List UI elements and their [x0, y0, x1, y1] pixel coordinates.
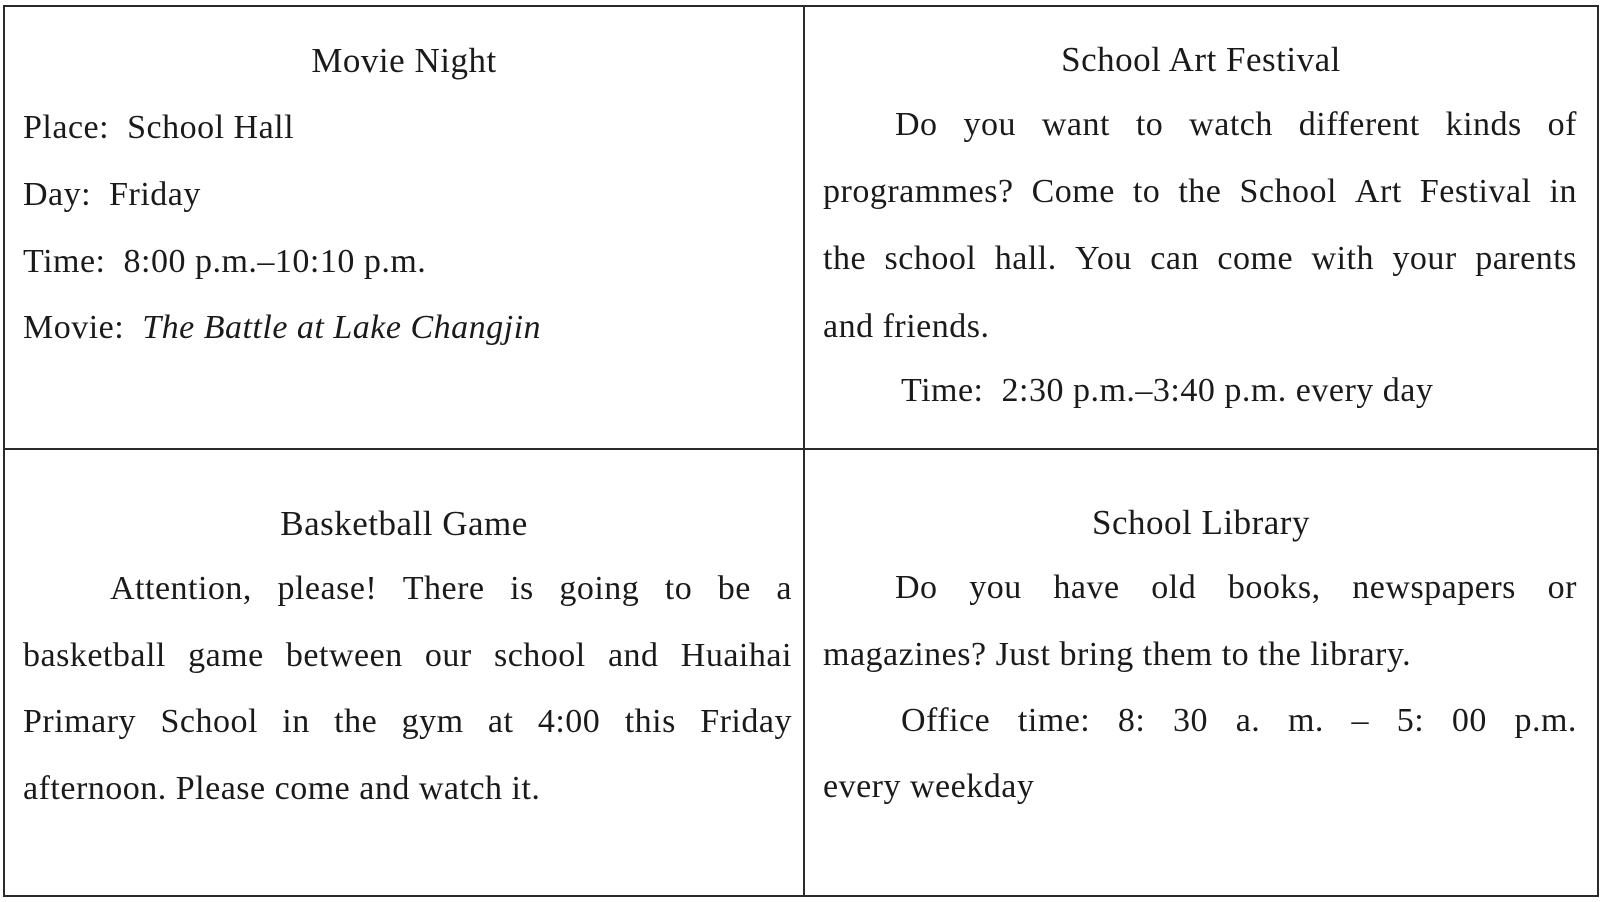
- library-cell: [805, 450, 1597, 895]
- word: can: [1150, 240, 1199, 277]
- word: want: [1041, 106, 1110, 143]
- word: at: [487, 703, 514, 740]
- art-festival-para-line-2: [823, 173, 1577, 211]
- word: newspapers: [1352, 569, 1516, 606]
- movie-day-label: Day:: [23, 176, 92, 213]
- word: school: [884, 240, 977, 277]
- movie-time-line: [23, 243, 426, 281]
- word: between: [285, 637, 403, 674]
- word: time:: [1017, 702, 1091, 739]
- word: m.: [1287, 702, 1324, 739]
- word: have: [1053, 569, 1120, 606]
- word: 30: [1173, 702, 1209, 739]
- art-festival-time-label: Time:: [901, 372, 984, 409]
- word: Huaihai: [680, 637, 792, 674]
- word: game: [188, 637, 264, 674]
- word: watch: [1189, 106, 1273, 143]
- word: you: [969, 569, 1022, 606]
- word: our: [424, 637, 472, 674]
- art-festival-para-line-1: [895, 106, 1577, 144]
- word: School: [1239, 173, 1337, 210]
- word: please!: [277, 570, 378, 607]
- word: books,: [1227, 569, 1321, 606]
- basketball-cell: [5, 450, 803, 895]
- basketball-para-line-1: [110, 570, 792, 608]
- word: the: [823, 240, 867, 277]
- movie-night-cell: [5, 7, 803, 448]
- word: going: [559, 570, 640, 607]
- movie-time-value: 8:00 p.m.–10:10 p.m.: [123, 243, 427, 280]
- word: to: [1135, 106, 1164, 143]
- art-festival-time-line: [901, 372, 1433, 410]
- art-festival-cell: [805, 7, 1597, 448]
- word: 5:: [1396, 702, 1425, 739]
- word: this: [624, 703, 676, 740]
- word: a: [776, 570, 792, 607]
- word: gym: [401, 703, 464, 740]
- art-festival-para-line-3: [823, 240, 1577, 278]
- word: Attention,: [110, 570, 252, 607]
- movie-movie-value: The Battle at Lake Changjin: [142, 309, 542, 346]
- word: your: [1392, 240, 1457, 277]
- movie-title-line: [23, 309, 541, 347]
- word: old: [1151, 569, 1197, 606]
- word: a.: [1235, 702, 1261, 739]
- word: kinds: [1445, 106, 1522, 143]
- movie-day-line: [23, 176, 201, 214]
- word: School: [160, 703, 258, 740]
- art-festival-para-line-4: and friends.: [823, 308, 990, 345]
- art-festival-title: School Art Festival: [1061, 40, 1341, 79]
- word: Friday: [700, 703, 792, 740]
- word: programmes?: [823, 173, 1014, 210]
- movie-day-value: Friday: [109, 176, 201, 213]
- library-para-line-2: magazines? Just bring them to the library.: [823, 636, 1412, 673]
- movie-night-title: Movie Night: [311, 41, 497, 80]
- library-title: School Library: [1092, 503, 1310, 542]
- word: to: [1132, 173, 1161, 210]
- basketball-para-line-4: afternoon. Please come and watch it.: [23, 770, 541, 807]
- basketball-title: Basketball Game: [280, 504, 528, 543]
- word: the: [334, 703, 378, 740]
- word: be: [717, 570, 751, 607]
- word: you: [963, 106, 1016, 143]
- word: or: [1547, 569, 1577, 606]
- word: parents: [1475, 240, 1577, 277]
- word: You: [1075, 240, 1132, 277]
- word: is: [510, 570, 534, 607]
- word: Do: [895, 569, 938, 606]
- word: Festival: [1419, 173, 1532, 210]
- word: 4:00: [537, 703, 601, 740]
- word: school: [493, 637, 586, 674]
- word: Art: [1354, 173, 1402, 210]
- word: in: [282, 703, 310, 740]
- word: basketball: [23, 637, 166, 674]
- word: There: [402, 570, 485, 607]
- movie-movie-label: Movie:: [23, 309, 125, 346]
- library-para-line-3: [901, 702, 1577, 740]
- word: come: [1217, 240, 1294, 277]
- word: Come: [1031, 173, 1115, 210]
- word: and: [607, 637, 659, 674]
- word: of: [1547, 106, 1577, 143]
- word: 8:: [1117, 702, 1146, 739]
- word: Do: [895, 106, 938, 143]
- word: Primary: [23, 703, 137, 740]
- word: the: [1178, 173, 1222, 210]
- word: in: [1549, 173, 1577, 210]
- art-festival-time-value: 2:30 p.m.–3:40 p.m. every day: [1001, 372, 1434, 409]
- word: to: [664, 570, 693, 607]
- basketball-para-line-3: [23, 703, 792, 741]
- word: Office: [901, 702, 991, 739]
- movie-place-line: [23, 109, 294, 147]
- word: 00: [1451, 702, 1487, 739]
- library-para-line-1: [895, 569, 1577, 607]
- movie-place-value: School Hall: [127, 109, 295, 146]
- movie-time-label: Time:: [23, 243, 106, 280]
- word: p.m.: [1514, 702, 1577, 739]
- basketball-para-line-2: [23, 637, 792, 675]
- library-para-line-4: every weekday: [823, 768, 1035, 805]
- movie-place-label: Place:: [23, 109, 110, 146]
- word: hall.: [994, 240, 1057, 277]
- word: different: [1298, 106, 1420, 143]
- word: –: [1351, 702, 1370, 739]
- word: with: [1311, 240, 1374, 277]
